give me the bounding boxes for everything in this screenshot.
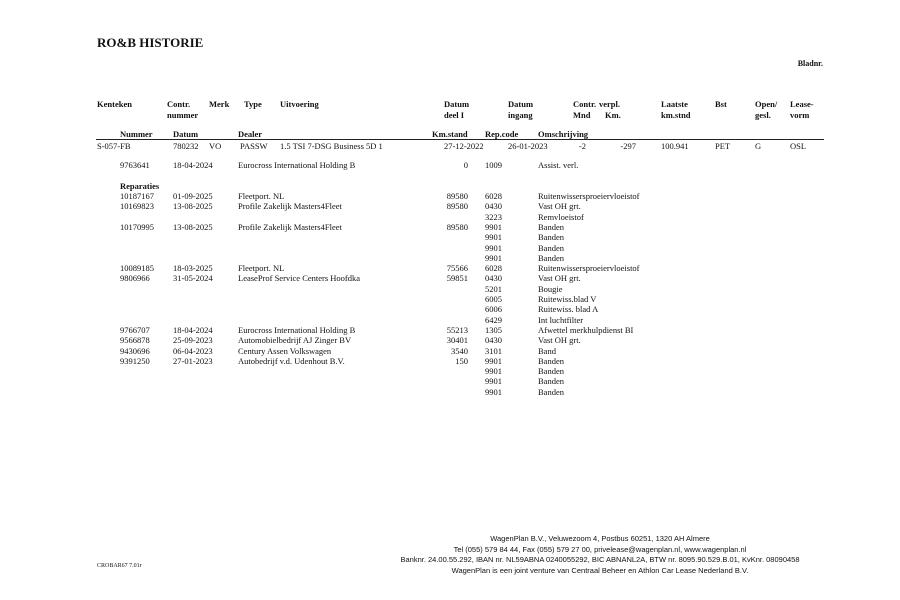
header-uitvoering: Uitvoering (280, 99, 319, 109)
repair-code: 5201 (485, 283, 502, 294)
report-version: CROBAR67 7.01r (97, 563, 142, 569)
footer-line: Banknr. 24.00.55.292, IBAN nr. NL59ABNA 0240055292, BIC ABNANL2A, BTW nr. 8095.90.529.B.01, KvKnr. 08090458 (400, 555, 800, 564)
header-verpl: verpl. (599, 99, 621, 109)
repair-dealer: Autobedrijf v.d. Udenhout B.V. (238, 355, 345, 366)
repair-code: 9901 (485, 376, 502, 387)
footer (360, 534, 840, 576)
entry-km: 0 (463, 160, 468, 170)
repair-omschrijving: Vast OH grt. (538, 335, 581, 346)
entry-dealer: Eurocross International Holding B (238, 160, 356, 170)
repair-code: 0430 (485, 201, 502, 212)
repair-omschrijving: Ruitenwissersproeiervloeistof (538, 191, 640, 201)
repair-code: 6005 (485, 294, 502, 304)
header-kmstnd: km.stnd (661, 110, 691, 120)
repair-omschrijving: Banden (538, 242, 564, 253)
header-divider (96, 139, 824, 140)
repair-omschrijving: Ruitewiss.blad V (538, 294, 597, 304)
repair-code: 0430 (485, 273, 502, 284)
vehicle-lease: OSL (790, 141, 807, 151)
repair-code: 0430 (485, 335, 502, 346)
header-type: Type (244, 99, 262, 109)
repair-km: 59851 (446, 273, 468, 284)
repair-omschrijving: Remvloeistof (538, 211, 584, 222)
repair-dealer: Fleetport. NL (238, 263, 285, 274)
repair-code: 9901 (485, 252, 502, 263)
repair-omschrijving: Vast OH grt. (538, 201, 581, 212)
repair-datum: 06-04-2023 (173, 345, 213, 356)
repair-omschrijving: Banden (538, 232, 564, 243)
repair-code: 6028 (485, 191, 502, 201)
repair-code: 9901 (485, 221, 502, 232)
vehicle-laatste-km: 100.941 (661, 141, 689, 151)
vehicle-type: PASSW (240, 141, 268, 151)
repair-km: 89580 (446, 191, 468, 201)
repair-km: 55213 (446, 324, 468, 335)
subheader-datum: Datum (173, 129, 199, 139)
repair-nummer: 9766707 (120, 324, 150, 335)
subheader-kmstand: Km.stand (432, 129, 468, 139)
repair-nummer: 9806966 (120, 273, 150, 284)
header-datum-deel: Datum (444, 99, 470, 109)
page-title: RO&B HISTORIE (97, 35, 204, 50)
header-deel1: deel I (444, 110, 465, 120)
repair-km: 75566 (446, 263, 468, 274)
repair-nummer: 10089185 (120, 263, 154, 274)
repair-datum: 13-08-2025 (173, 221, 213, 232)
repair-code: 9901 (485, 242, 502, 253)
footer-line: WagenPlan is een joint venture van Centraal Beheer en Athlon Car Lease Nederland B.V. (451, 565, 749, 575)
repair-omschrijving: Banden (538, 355, 564, 366)
header-laatste: Laatste (661, 99, 688, 109)
header-datum-ingang: Datum (508, 99, 534, 109)
header-ingang: ingang (508, 110, 533, 120)
repair-dealer: Eurocross International Holding B (238, 324, 356, 335)
repair-km: 3540 (451, 345, 468, 356)
subheader-repcode: Rep.code (485, 129, 519, 139)
header-bst: Bst (715, 99, 727, 109)
repair-code: 9901 (485, 366, 502, 377)
vehicle-open: G (755, 141, 762, 151)
repair-km: 150 (455, 355, 468, 366)
repair-datum: 13-08-2025 (173, 201, 213, 212)
vehicle-uitvoering: 1.5 TSI 7-DSG Business 5D 1 (280, 141, 383, 151)
repair-omschrijving: Band (538, 345, 556, 356)
entry-datum: 18-04-2024 (173, 160, 213, 170)
header-open: Open/ (755, 99, 778, 109)
repair-nummer: 9430696 (120, 345, 150, 356)
header-nummer: nummer (167, 110, 199, 120)
header-mnd: Mnd (573, 110, 591, 120)
repair-code: 3223 (485, 211, 502, 222)
repair-km: 89580 (446, 201, 468, 212)
repair-code: 9901 (485, 355, 502, 366)
repair-nummer: 9391250 (120, 355, 150, 366)
repair-omschrijving: Banden (538, 376, 564, 387)
header-contr-mnd: Contr. (573, 99, 597, 109)
repair-code: 6028 (485, 263, 502, 274)
repair-datum: 01-09-2025 (173, 191, 213, 201)
entry-omschrijving: Assist. verl. (538, 160, 579, 170)
repair-dealer: LeaseProf Service Centers Hoofdka (238, 273, 361, 284)
repair-datum: 18-04-2024 (173, 324, 213, 335)
repair-datum: 18-03-2025 (173, 263, 213, 274)
repair-datum: 31-05-2024 (173, 273, 213, 284)
repair-code: 3101 (485, 345, 502, 356)
header-gesl: gesl. (755, 110, 771, 120)
repair-km: 30401 (446, 335, 468, 346)
repair-dealer: Profile Zakelijk Masters4Fleet (238, 221, 342, 232)
repair-dealer: Automobielbedrijf AJ Zinger BV (238, 335, 352, 346)
repair-code: 6006 (485, 304, 502, 315)
subheader-nummer: Nummer (120, 129, 153, 139)
reparaties-label: Reparaties (120, 181, 160, 191)
repair-nummer: 9566878 (120, 335, 150, 346)
repair-omschrijving: Afwettel merkhulpdienst BI (538, 324, 634, 335)
repair-omschrijving: Vast OH grt. (538, 273, 581, 284)
repair-omschrijving: Banden (538, 366, 564, 377)
repair-omschrijving: Banden (538, 386, 564, 397)
repair-km: 89580 (446, 221, 468, 232)
repair-dealer: Fleetport. NL (238, 191, 285, 201)
vehicle-km: -297 (620, 141, 636, 151)
repair-omschrijving: Int luchtfilter (538, 314, 584, 325)
repair-code: 6429 (485, 314, 502, 325)
repair-omschrijving: Ruitenwissersproeiervloeistof (538, 263, 640, 274)
vehicle-datum-deel1: 27-12-2022 (444, 141, 484, 151)
repair-dealer: Century Assen Volkswagen (238, 345, 332, 356)
header-lease: Lease- (790, 99, 814, 109)
repair-code: 1305 (485, 324, 502, 335)
repair-dealer: Profile Zakelijk Masters4Fleet (238, 201, 342, 212)
entry-nummer: 9763641 (120, 160, 150, 170)
repair-datum: 25-09-2023 (173, 335, 213, 346)
header-kenteken: Kenteken (97, 99, 132, 109)
repair-code: 9901 (485, 232, 502, 243)
repair-nummer: 10187167 (120, 191, 154, 201)
vehicle-datum-ingang: 26-01-2023 (508, 141, 548, 151)
header-km: Km. (605, 110, 621, 120)
repair-omschrijving: Ruitewiss. blad A (538, 304, 599, 315)
vehicle-bst: PET (715, 141, 731, 151)
repair-omschrijving: Bougie (538, 283, 563, 294)
header-contr: Contr. (167, 99, 191, 109)
subheader-dealer: Dealer (238, 129, 263, 139)
vehicle-merk: VO (209, 141, 222, 151)
header-merk: Merk (209, 99, 230, 109)
repair-omschrijving: Banden (538, 221, 564, 232)
repair-code: 9901 (485, 386, 502, 397)
header-vorm: vorm (790, 110, 810, 120)
vehicle-contract: 780232 (173, 141, 199, 151)
repair-omschrijving: Banden (538, 252, 564, 263)
repair-nummer: 10170995 (120, 221, 154, 232)
footer-line: WagenPlan B.V., Veluwezoom 4, Postbus 60251, 1320 AH Almere (490, 534, 710, 543)
vehicle-mnd: -2 (578, 141, 586, 151)
vehicle-kenteken: S-057-FB (97, 141, 131, 151)
entry-code: 1009 (485, 160, 502, 170)
page-number-label: Bladnr. (797, 59, 823, 68)
repair-datum: 27-01-2023 (173, 355, 213, 366)
footer-line: Tel (055) 579 84 44, Fax (055) 579 27 00, privelease@wagenplan.nl, www.wagenplan.nl (453, 544, 747, 554)
subheader-omschrijving: Omschrijving (538, 129, 589, 139)
repair-nummer: 10169823 (120, 201, 154, 212)
